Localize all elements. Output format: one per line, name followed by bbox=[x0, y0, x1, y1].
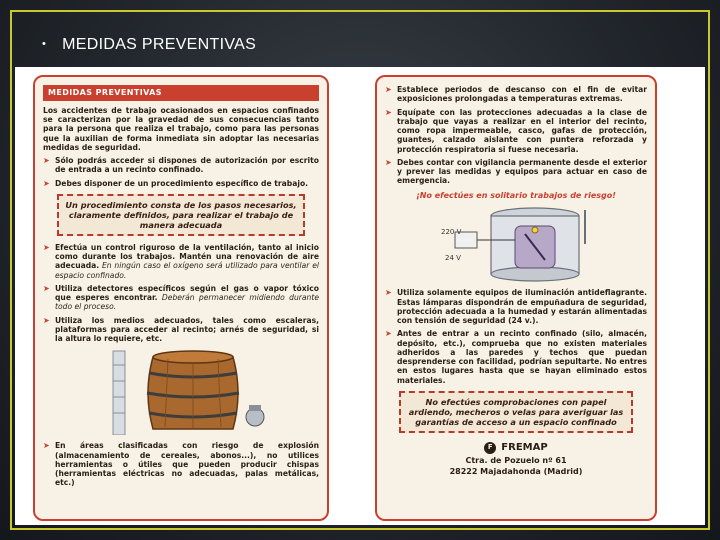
paper-burning-callout: No efectúes comprobaciones con papel ardiendo, mecheros o velas para averiguar las garantías de acceso a un espacio confinado bbox=[399, 391, 633, 433]
list-item: ➤ Utiliza solamente equipos de iluminación antideflagrante. Estas lámparas dispondrán de empuñadura de seguridad, protección adecuada a la humedad y estarán alimentadas con tensión de seguridad (24 v.). bbox=[385, 288, 647, 325]
list-item: ➤ Utiliza los medios adecuados, tales como escaleras, plataformas para acceder al recinto; arnés de seguridad, si la altura lo requiere, etc. bbox=[43, 315, 319, 343]
list-item: ➤ Sólo podrás acceder si dispones de autorización por escrito de entrada a un recinto confinado. bbox=[43, 156, 319, 175]
brand-name: FREMAP bbox=[501, 441, 548, 453]
arrow-bullet-icon: ➤ bbox=[385, 329, 392, 339]
barrel-icon bbox=[43, 347, 323, 435]
arrow-bullet-icon: ➤ bbox=[385, 107, 392, 117]
address-line-1: Ctra. de Pozuelo nº 61 bbox=[465, 456, 567, 466]
bullet-glyph: • bbox=[42, 38, 47, 50]
arrow-bullet-icon: ➤ bbox=[43, 283, 50, 293]
arrow-bullet-icon: ➤ bbox=[43, 178, 50, 188]
arrow-bullet-icon: ➤ bbox=[43, 315, 50, 325]
panel-heading: MEDIDAS PREVENTIVAS bbox=[43, 85, 319, 101]
arrow-bullet-icon: ➤ bbox=[385, 85, 392, 94]
list-item: ➤ Antes de entrar a un recinto confinado (silo, almacén, depósito, etc.), comprueba que no existen materiales adheridos a las paredes y techos que puedan desprenderse con facilidad, podrían sepultarte. No entres en estos lugares hasta que se hayan eliminado estos materiales. bbox=[385, 329, 647, 385]
arrow-bullet-icon: ➤ bbox=[385, 288, 392, 298]
list-item: ➤ Utiliza detectores específicos según el gas o vapor tóxico que esperes encontrar. Deberán permanecer midiendo durante todo el proceso. bbox=[43, 283, 319, 312]
fremap-logo-icon: F bbox=[484, 442, 496, 454]
list-item: ➤ Equípate con las protecciones adecuadas a la clase de trabajo que vayas a realizar en el interior del recinto, como ropa impermeable, casco, gafas de protección, guantes, calzado aislante con puntera reforzada y protección respiratoria si fuese necesaria. bbox=[385, 107, 647, 154]
list-item: ➤ Debes contar con vigilancia permanente desde el exterior y prever las medidas y equipos para actuar en caso de emergencia. bbox=[385, 157, 647, 186]
slide-title bbox=[42, 36, 256, 54]
list-item: ➤ En áreas clasificadas con riesgo de explosión (almacenamiento de cereales, abonos...), no utilices herramientas o útiles que pueden producir chispas (herramientas eléctricas no adecuadas, palas metálicas, etc.) bbox=[43, 441, 319, 488]
voltage-low-label: 24 V bbox=[445, 254, 461, 263]
left-panel bbox=[33, 75, 329, 521]
tank-illustration bbox=[385, 204, 647, 282]
slide-title-text: MEDIDAS PREVENTIVAS bbox=[62, 36, 257, 53]
arrow-bullet-icon: ➤ bbox=[43, 242, 50, 252]
voltage-high-label: 220 V bbox=[441, 228, 462, 237]
procedure-callout: Un procedimiento consta de los pasos necesarios, claramente definidos, para realizar el trabajo de manera adecuada bbox=[57, 194, 305, 236]
list-item: ➤ Debes disponer de un procedimiento específico de trabajo. bbox=[43, 178, 309, 188]
solitary-work-warning: ¡No efectúes en solitario trabajos de riesgo! bbox=[416, 190, 616, 200]
tank-icon bbox=[385, 204, 651, 282]
address-line-2: 28222 Majadahonda (Madrid) bbox=[449, 467, 583, 477]
arrow-bullet-icon: ➤ bbox=[385, 157, 392, 167]
leaflet-image bbox=[15, 67, 705, 525]
list-item: ➤ Establece periodos de descanso con el fin de evitar exposiciones prolongadas a temperaturas extremas. bbox=[385, 85, 647, 104]
barrel-illustration bbox=[43, 347, 319, 435]
leaflet-footer bbox=[385, 441, 647, 478]
arrow-bullet-icon: ➤ bbox=[43, 156, 50, 165]
intro-paragraph: Los accidentes de trabajo ocasionados en espacios confinados se caracterizan por la gravedad de sus consecuencias tanto para la persona que realiza el trabajo, como para las personas que la auxilian de forma inmediata sin adoptar las necesarias medidas de seguridad. bbox=[43, 105, 319, 152]
list-item: ➤ Efectúa un control riguroso de la ventilación, tanto al inicio como durante los trabajos. Mantén una renovación de aire adecuada. En ningún caso el oxígeno será utilizado para ventilar el espacio confinado. bbox=[43, 242, 319, 280]
arrow-bullet-icon: ➤ bbox=[43, 441, 50, 451]
right-panel bbox=[375, 75, 657, 521]
